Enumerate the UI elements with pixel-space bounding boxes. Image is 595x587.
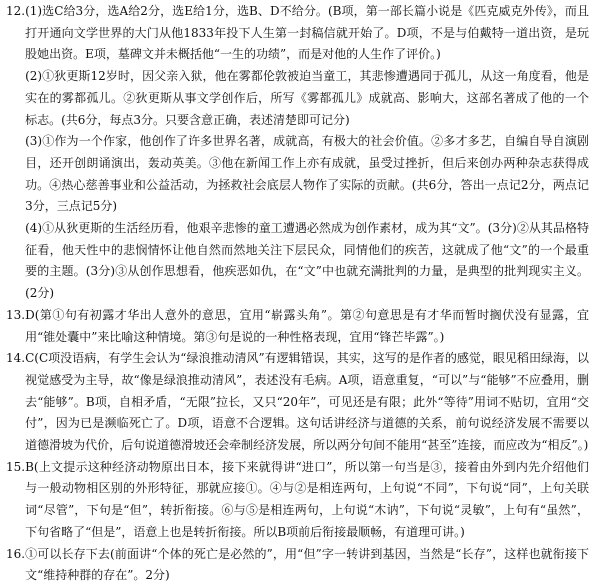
question-body: [25, 1, 589, 305]
question-body: [25, 544, 589, 587]
question-body: [25, 348, 589, 457]
question-number: 14.: [6, 351, 26, 366]
question-13: [6, 305, 589, 348]
question-body: [25, 457, 589, 544]
question-14: [6, 348, 589, 457]
answer-paragraph: D(第①句有初露才华出人意外的意思，宜用“崭露头角”。第②句意思是有才华而暂时搁伏没有显露，宜用“锥处囊中”来比喻这种情境。第③句是说的一种性格表现，宜用“锋芒毕露”。): [25, 307, 589, 344]
answer-paragraph: (3)①作为一个作家，他创作了许多世界名著，成就高，有极大的社会价值。②多才多艺，自编自导自演剧目，还开创朗诵演出，轰动英美。③他在新闻工作上亦有成就，虽受过挫折，但后来创办两种杂志获得成功。④热心慈善事业和公益活动，为拯救社会底层人物作了实际的贡献。(共6分，答出一点记2分，两点记3分，三点记5分): [25, 134, 589, 214]
answer-paragraph: (4)①从狄更斯的生活经历看，他艰辛悲惨的童工遭遇必然成为创作素材，成为其“文”。(3分)②从其品格特征看，他天性中的悲悯情怀让他自然而然地关注下层民众，同情他们的疾苦，这就成了他“文”的一个最重要的主题。(3分)③从创作思想看，他疾恶如仇，在“文”中也就充满批判的力量，是典型的批判现实主义。(2分): [25, 221, 589, 301]
answer-paragraph: (1)选C给3分，选A给2分，选E给1分，选B、D不给分。(B项，第一部长篇小说是《匹克威克外传》，而且打开通向文学世界的大门从他1833年投下人生第一封稿信就开始了。D项，不是与伯戴特一道出资，是玩股她出资。E项，墓碑文并未概括他“一生的功绩”，而是对他的人生作了评价。): [25, 4, 589, 62]
question-12: [6, 1, 589, 305]
question-number: 16.: [6, 546, 26, 561]
answer-paragraph: C(C项没语病，有学生会认为“绿浪推动清风”有逻辑错误，其实，这写的是作者的感觉，眼见稻田绿海，以视觉感受为主导，故“像是绿浪推动清风”，表述没有毛病。A项，语意重复，“可以”与“能够”不应叠用，删去“能够”。B项，自相矛盾，“无限”拉长，又只“20年”，可见还是有限；此外“等待”用词不贴切，宜用“交付”，因为已是濒临死亡了。D项，语意不合逻辑。这句话讲经济与道德的关系，前句说经济发展不需要以道德滑坡为代价，后句说道德滑坡还会牵制经济发展，所以两分句间不能用“甚至”连接，而应改为“相反”。): [25, 351, 589, 453]
question-number: 12.: [6, 4, 26, 18]
answer-paragraph: B(上文提示这种经济动物原出日本，接下来就得讲“进口”，所以第一句当是③，接着由外到内先介绍他们与一般动物相区别的外形特征，那就应接①。④与②是相连两句，上句说“不同”，下句说“同”，上句关联词“尽管”，下句是“但”，转折衔接。⑥与⑤是相连两句，上句说“木讷”，下句说“灵敏”，上句有“虽然”，下句省略了“但是”，语意上也是转折衔接。所以B项前后衔接最顺畅，有道理可讲。): [25, 459, 589, 539]
question-16: [6, 544, 589, 587]
question-number: 13.: [6, 307, 26, 322]
question-15: [6, 457, 589, 544]
answer-paragraph: ①可以长存下去(前面讲“个体的死亡是必然的”，用“但”字一转讲到基因，当然是“长存”，这样也就衔接下文“维持种群的存在”。2分): [25, 546, 589, 583]
question-number: 15.: [6, 459, 26, 474]
question-body: [25, 305, 589, 348]
answer-paragraph: (2)①狄更斯12岁时，因父亲入狱，他在雾都伦敦被迫当童工，其悲惨遭遇同于孤儿，从这一角度看，他是实在的雾都孤儿。②狄更斯从事文学创作后，所写《雾都孤儿》成就高、影响大，这部名著成了他的一个标志。(共6分，每点3分。只要含意正确，表述清楚即可记分): [25, 69, 589, 127]
